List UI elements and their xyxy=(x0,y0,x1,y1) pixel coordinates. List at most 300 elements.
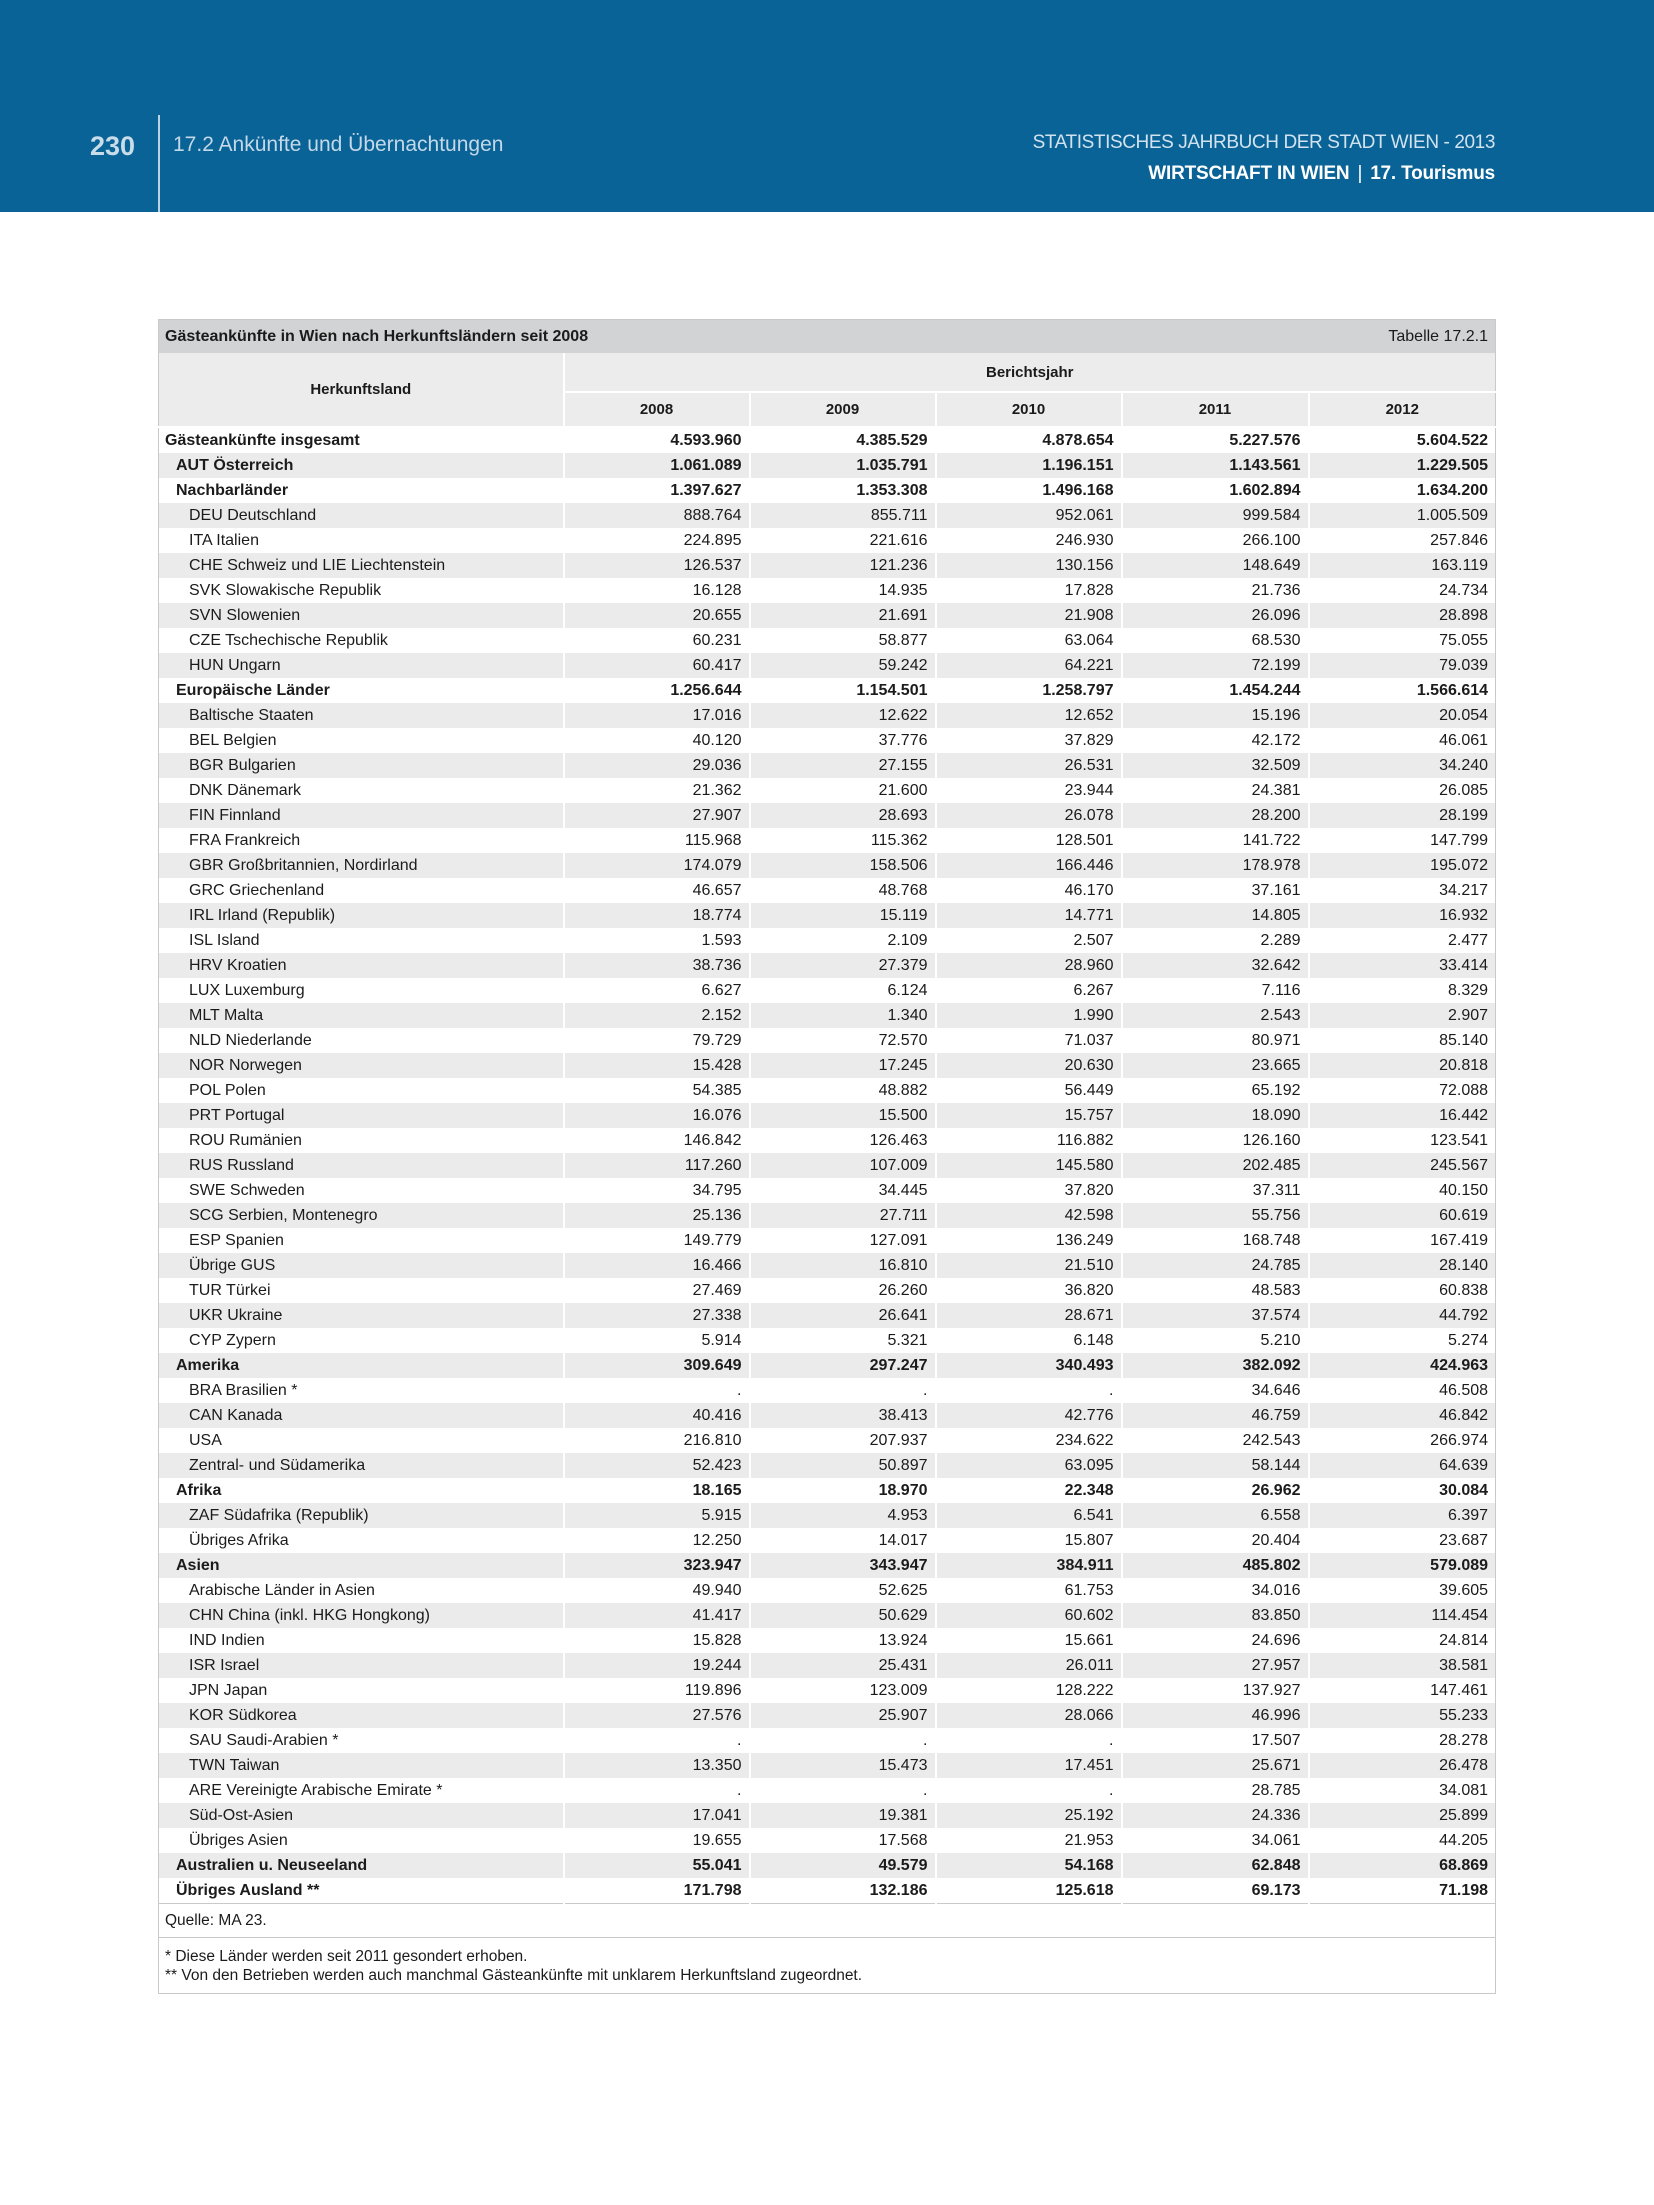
value-cell-2012: 1.229.505 xyxy=(1309,453,1496,478)
row-header: Herkunftsland xyxy=(159,353,564,427)
value-cell-2008: 117.260 xyxy=(564,1153,750,1178)
year-header: 2012 xyxy=(1309,392,1496,427)
table-row xyxy=(159,1628,1496,1653)
row-label: BEL Belgien xyxy=(189,731,277,749)
table-row xyxy=(159,653,1496,678)
row-label: FIN Finnland xyxy=(159,803,564,828)
year-header: 2010 xyxy=(936,392,1122,427)
table-row xyxy=(159,1278,1496,1303)
value-cell-2012: 28.199 xyxy=(1309,803,1496,828)
value-cell-2011: 42.172 xyxy=(1122,728,1309,753)
table-row xyxy=(159,803,1496,828)
value-cell-2009: 221.616 xyxy=(750,528,936,553)
table-row xyxy=(159,1403,1496,1428)
value-cell-2011: 178.978 xyxy=(1122,853,1309,878)
table-row xyxy=(159,1803,1496,1828)
chapter-name: WIRTSCHAFT IN WIEN xyxy=(1148,163,1350,184)
value-cell-2008: 21.362 xyxy=(564,778,750,803)
data-table xyxy=(158,319,1496,1994)
value-cell-2009: 123.009 xyxy=(750,1678,936,1703)
value-cell-2012: 60.838 xyxy=(1309,1278,1496,1303)
value-cell-2010: 6.267 xyxy=(936,978,1122,1003)
row-label: Asien xyxy=(159,1553,564,1578)
row-label: TWN Taiwan xyxy=(159,1753,564,1778)
value-cell-2012: 16.932 xyxy=(1309,903,1496,928)
table-row xyxy=(159,928,1496,953)
row-label: PRT Portugal xyxy=(159,1103,564,1128)
value-cell-2011: 1.143.561 xyxy=(1122,453,1309,478)
table-row xyxy=(159,978,1496,1003)
value-cell-2010: 6.541 xyxy=(936,1503,1122,1528)
value-cell-2011: 24.336 xyxy=(1122,1803,1309,1828)
value-cell-2008: 888.764 xyxy=(564,503,750,528)
value-cell-2010: 37.820 xyxy=(936,1178,1122,1203)
row-label: JPN Japan xyxy=(189,1681,268,1699)
value-cell-2010: 28.960 xyxy=(936,953,1122,978)
table-row xyxy=(159,828,1496,853)
row-label: BGR Bulgarien xyxy=(159,753,564,778)
value-cell-2009: 14.017 xyxy=(750,1528,936,1553)
value-cell-2008: 20.655 xyxy=(564,603,750,628)
value-cell-2012: 20.818 xyxy=(1309,1053,1496,1078)
value-cell-2010: 1.990 xyxy=(936,1003,1122,1028)
row-label: Gästeankünfte insgesamt xyxy=(159,427,564,453)
value-cell-2012: 30.084 xyxy=(1309,1478,1496,1503)
table-row xyxy=(159,1028,1496,1053)
value-cell-2008: 126.537 xyxy=(564,553,750,578)
value-cell-2009: 1.035.791 xyxy=(750,453,936,478)
value-cell-2010: 20.630 xyxy=(936,1053,1122,1078)
table-row xyxy=(159,1603,1496,1628)
value-cell-2012: 245.567 xyxy=(1309,1153,1496,1178)
publication-title: STATISTISCHES JAHRBUCH DER STADT WIEN - 2013 xyxy=(1032,132,1495,153)
value-cell-2012: 60.619 xyxy=(1309,1203,1496,1228)
value-cell-2012: 167.419 xyxy=(1309,1228,1496,1253)
value-cell-2011: 28.200 xyxy=(1122,803,1309,828)
value-cell-2008: 34.795 xyxy=(564,1178,750,1203)
value-cell-2011: 69.173 xyxy=(1122,1878,1309,1904)
value-cell-2009: 14.935 xyxy=(750,578,936,603)
table-row xyxy=(159,1228,1496,1253)
table-row xyxy=(159,1553,1496,1578)
value-cell-2010: 37.829 xyxy=(936,728,1122,753)
footnote: ** Von den Betrieben werden auch manchmal Gästeankünfte mit unklarem Herkunftsland zugeordnet. xyxy=(165,1966,863,1984)
table-row xyxy=(159,1728,1496,1753)
value-cell-2011: 83.850 xyxy=(1122,1603,1309,1628)
value-cell-2010: 15.661 xyxy=(936,1628,1122,1653)
value-cell-2010: 21.908 xyxy=(936,603,1122,628)
value-cell-2010: 21.510 xyxy=(936,1253,1122,1278)
header-divider xyxy=(158,115,160,212)
value-cell-2011: 34.016 xyxy=(1122,1578,1309,1603)
value-cell-2010: 130.156 xyxy=(936,553,1122,578)
table-row xyxy=(159,1353,1496,1378)
row-label: ROU Rumänien xyxy=(189,1131,302,1149)
value-cell-2012: 123.541 xyxy=(1309,1128,1496,1153)
value-cell-2012: 44.205 xyxy=(1309,1828,1496,1853)
value-cell-2012: 24.734 xyxy=(1309,578,1496,603)
value-cell-2011: 48.583 xyxy=(1122,1278,1309,1303)
value-cell-2009: 1.353.308 xyxy=(750,478,936,503)
value-cell-2012: 266.974 xyxy=(1309,1428,1496,1453)
value-cell-2009: . xyxy=(750,1728,936,1753)
row-label: HRV Kroatien xyxy=(159,953,564,978)
row-label: Amerika xyxy=(159,1353,564,1378)
table-number: Tabelle 17.2.1 xyxy=(1388,327,1489,345)
value-cell-2011: 242.543 xyxy=(1122,1428,1309,1453)
value-cell-2011: 72.199 xyxy=(1122,653,1309,678)
value-cell-2008: 149.779 xyxy=(564,1228,750,1253)
value-cell-2009: 115.362 xyxy=(750,828,936,853)
value-cell-2008: 15.428 xyxy=(564,1053,750,1078)
value-cell-2008: 27.469 xyxy=(564,1278,750,1303)
value-cell-2008: 15.828 xyxy=(564,1628,750,1653)
value-cell-2010: 71.037 xyxy=(936,1028,1122,1053)
value-cell-2009: 27.711 xyxy=(750,1203,936,1228)
value-cell-2009: 107.009 xyxy=(750,1153,936,1178)
year-header: 2011 xyxy=(1122,392,1309,427)
chapter-title xyxy=(1148,162,1495,186)
value-cell-2011: 21.736 xyxy=(1122,578,1309,603)
value-cell-2012: 34.217 xyxy=(1309,878,1496,903)
value-cell-2008: 2.152 xyxy=(564,1003,750,1028)
table-row xyxy=(159,1303,1496,1328)
value-cell-2009: 38.413 xyxy=(750,1403,936,1428)
value-cell-2010: 116.882 xyxy=(936,1128,1122,1153)
value-cell-2009: 4.953 xyxy=(750,1503,936,1528)
table-row xyxy=(159,703,1496,728)
value-cell-2008: 79.729 xyxy=(564,1028,750,1053)
value-cell-2012: 40.150 xyxy=(1309,1178,1496,1203)
value-cell-2010: 21.953 xyxy=(936,1828,1122,1853)
value-cell-2009: 21.691 xyxy=(750,603,936,628)
value-cell-2011: 58.144 xyxy=(1122,1453,1309,1478)
value-cell-2009: 26.260 xyxy=(750,1278,936,1303)
value-cell-2009: 2.109 xyxy=(750,928,936,953)
value-cell-2010: 42.598 xyxy=(936,1203,1122,1228)
value-cell-2012: 24.814 xyxy=(1309,1628,1496,1653)
value-cell-2012: 257.846 xyxy=(1309,528,1496,553)
table-row xyxy=(159,1853,1496,1878)
value-cell-2008: 16.076 xyxy=(564,1103,750,1128)
value-cell-2008: 27.907 xyxy=(564,803,750,828)
value-cell-2011: 2.543 xyxy=(1122,1003,1309,1028)
value-cell-2012: 424.963 xyxy=(1309,1353,1496,1378)
value-cell-2010: 15.757 xyxy=(936,1103,1122,1128)
value-cell-2010: 61.753 xyxy=(936,1578,1122,1603)
value-cell-2009: 126.463 xyxy=(750,1128,936,1153)
value-cell-2010: 17.451 xyxy=(936,1753,1122,1778)
value-cell-2009: 17.568 xyxy=(750,1828,936,1853)
row-label: Afrika xyxy=(176,1481,222,1499)
footnote: * Diese Länder werden seit 2011 gesondert erhoben. xyxy=(165,1947,528,1965)
value-cell-2012: 2.907 xyxy=(1309,1003,1496,1028)
value-cell-2008: 29.036 xyxy=(564,753,750,778)
row-label: IND Indien xyxy=(189,1631,265,1649)
value-cell-2010: 23.944 xyxy=(936,778,1122,803)
value-cell-2008: 171.798 xyxy=(564,1878,750,1904)
value-cell-2011: 485.802 xyxy=(1122,1553,1309,1578)
row-label: ISR Israel xyxy=(159,1653,564,1678)
value-cell-2012: 6.397 xyxy=(1309,1503,1496,1528)
row-label: CAN Kanada xyxy=(159,1403,564,1428)
table-row xyxy=(159,1428,1496,1453)
value-cell-2011: 382.092 xyxy=(1122,1353,1309,1378)
value-cell-2009: 17.245 xyxy=(750,1053,936,1078)
row-label: CYP Zypern xyxy=(189,1331,276,1349)
table-row xyxy=(159,1503,1496,1528)
value-cell-2012: 8.329 xyxy=(1309,978,1496,1003)
value-cell-2012: 1.634.200 xyxy=(1309,478,1496,503)
table-row xyxy=(159,1703,1496,1728)
value-cell-2011: 24.696 xyxy=(1122,1628,1309,1653)
value-cell-2010: 26.011 xyxy=(936,1653,1122,1678)
data-table-container xyxy=(158,319,1495,1994)
value-cell-2008: 52.423 xyxy=(564,1453,750,1478)
value-cell-2009: . xyxy=(750,1378,936,1403)
table-row xyxy=(159,427,1496,453)
table-row xyxy=(159,1578,1496,1603)
value-cell-2008: . xyxy=(564,1378,750,1403)
year-header: 2008 xyxy=(564,392,750,427)
row-label: Nachbarländer xyxy=(176,481,289,499)
value-cell-2011: 26.962 xyxy=(1122,1478,1309,1503)
value-cell-2010: . xyxy=(936,1378,1122,1403)
source-row xyxy=(159,1904,1496,1938)
table-title-row xyxy=(159,320,1496,354)
value-cell-2012: 64.639 xyxy=(1309,1453,1496,1478)
year-header: 2009 xyxy=(750,392,936,427)
table-row xyxy=(159,903,1496,928)
table-row xyxy=(159,1678,1496,1703)
table-row xyxy=(159,1178,1496,1203)
value-cell-2010: 340.493 xyxy=(936,1353,1122,1378)
value-cell-2008: 38.736 xyxy=(564,953,750,978)
value-cell-2012: 68.869 xyxy=(1309,1853,1496,1878)
value-cell-2011: 65.192 xyxy=(1122,1078,1309,1103)
value-cell-2010: 54.168 xyxy=(936,1853,1122,1878)
row-label: Übriges Ausland ** xyxy=(176,1881,320,1899)
value-cell-2011: 46.996 xyxy=(1122,1703,1309,1728)
value-cell-2011: 37.311 xyxy=(1122,1178,1309,1203)
row-label: Übriges Asien xyxy=(189,1831,288,1849)
value-cell-2011: 148.649 xyxy=(1122,553,1309,578)
row-label: LUX Luxemburg xyxy=(189,981,305,999)
row-label: SWE Schweden xyxy=(189,1181,305,1199)
value-cell-2008: 1.397.627 xyxy=(564,478,750,503)
value-cell-2010: 56.449 xyxy=(936,1078,1122,1103)
value-cell-2010: 17.828 xyxy=(936,578,1122,603)
row-label: BRA Brasilien * xyxy=(189,1381,298,1399)
value-cell-2008: 5.915 xyxy=(564,1503,750,1528)
value-cell-2009: 28.693 xyxy=(750,803,936,828)
value-cell-2011: 1.454.244 xyxy=(1122,678,1309,703)
row-label: KOR Südkorea xyxy=(159,1703,564,1728)
value-cell-2012: 39.605 xyxy=(1309,1578,1496,1603)
table-row xyxy=(159,1153,1496,1178)
value-cell-2008: 13.350 xyxy=(564,1753,750,1778)
table-row xyxy=(159,953,1496,978)
value-cell-2009: 13.924 xyxy=(750,1628,936,1653)
value-cell-2009: 1.340 xyxy=(750,1003,936,1028)
value-cell-2009: 25.907 xyxy=(750,1703,936,1728)
row-label: Süd-Ost-Asien xyxy=(159,1803,564,1828)
value-cell-2008: 41.417 xyxy=(564,1603,750,1628)
table-row xyxy=(159,1753,1496,1778)
value-cell-2011: 24.381 xyxy=(1122,778,1309,803)
row-label: ESP Spanien xyxy=(189,1231,284,1249)
value-cell-2008: 1.256.644 xyxy=(564,678,750,703)
value-cell-2011: 18.090 xyxy=(1122,1103,1309,1128)
row-label: USA xyxy=(189,1431,222,1449)
source-note: Quelle: MA 23. xyxy=(159,1904,1496,1938)
value-cell-2012: 1.566.614 xyxy=(1309,678,1496,703)
value-cell-2011: 137.927 xyxy=(1122,1678,1309,1703)
value-cell-2009: 12.622 xyxy=(750,703,936,728)
value-cell-2012: 44.792 xyxy=(1309,1303,1496,1328)
value-cell-2011: 80.971 xyxy=(1122,1028,1309,1053)
value-cell-2012: 114.454 xyxy=(1309,1603,1496,1628)
value-cell-2008: 40.416 xyxy=(564,1403,750,1428)
value-cell-2011: 46.759 xyxy=(1122,1403,1309,1428)
table-row xyxy=(159,1078,1496,1103)
row-label: Baltische Staaten xyxy=(159,703,564,728)
footnote-row xyxy=(159,1938,1496,1994)
row-label: DNK Dänemark xyxy=(189,781,302,799)
value-cell-2009: 25.431 xyxy=(750,1653,936,1678)
value-cell-2011: 126.160 xyxy=(1122,1128,1309,1153)
row-label: SVK Slowakische Republik xyxy=(189,581,382,599)
value-cell-2008: 6.627 xyxy=(564,978,750,1003)
value-cell-2009: 72.570 xyxy=(750,1028,936,1053)
value-cell-2011: 34.646 xyxy=(1122,1378,1309,1403)
subchapter-name: 17. Tourismus xyxy=(1370,163,1495,184)
value-cell-2012: 85.140 xyxy=(1309,1028,1496,1053)
value-cell-2011: 32.509 xyxy=(1122,753,1309,778)
value-cell-2012: 33.414 xyxy=(1309,953,1496,978)
value-cell-2008: 16.128 xyxy=(564,578,750,603)
row-label: Arabische Länder in Asien xyxy=(189,1581,375,1599)
table-row xyxy=(159,1003,1496,1028)
value-cell-2011: 266.100 xyxy=(1122,528,1309,553)
value-cell-2008: 40.120 xyxy=(564,728,750,753)
value-cell-2012: 5.274 xyxy=(1309,1328,1496,1353)
value-cell-2010: 12.652 xyxy=(936,703,1122,728)
value-cell-2012: 163.119 xyxy=(1309,553,1496,578)
value-cell-2012: 46.061 xyxy=(1309,728,1496,753)
row-label: ARE Vereinigte Arabische Emirate * xyxy=(189,1781,443,1799)
value-cell-2012: 38.581 xyxy=(1309,1653,1496,1678)
table-row xyxy=(159,1103,1496,1128)
value-cell-2010: 28.066 xyxy=(936,1703,1122,1728)
value-cell-2011: 27.957 xyxy=(1122,1653,1309,1678)
value-cell-2009: 26.641 xyxy=(750,1303,936,1328)
value-cell-2011: 32.642 xyxy=(1122,953,1309,978)
header-band xyxy=(0,0,1654,212)
value-cell-2008: 17.016 xyxy=(564,703,750,728)
value-cell-2011: 1.602.894 xyxy=(1122,478,1309,503)
value-cell-2011: 202.485 xyxy=(1122,1153,1309,1178)
value-cell-2011: 62.848 xyxy=(1122,1853,1309,1878)
row-label: GRC Griechenland xyxy=(189,881,325,899)
value-cell-2012: 25.899 xyxy=(1309,1803,1496,1828)
value-cell-2011: 20.404 xyxy=(1122,1528,1309,1553)
value-cell-2012: 72.088 xyxy=(1309,1078,1496,1103)
value-cell-2009: 5.321 xyxy=(750,1328,936,1353)
row-label: ZAF Südafrika (Republik) xyxy=(159,1503,564,1528)
table-row xyxy=(159,453,1496,478)
value-cell-2010: 22.348 xyxy=(936,1478,1122,1503)
value-cell-2008: 27.576 xyxy=(564,1703,750,1728)
row-label: CHE Schweiz und LIE Liechtenstein xyxy=(159,553,564,578)
value-cell-2012: 55.233 xyxy=(1309,1703,1496,1728)
value-cell-2011: 17.507 xyxy=(1122,1728,1309,1753)
row-label: IRL Irland (Republik) xyxy=(159,903,564,928)
row-label: CHN China (inkl. HKG Hongkong) xyxy=(159,1603,564,1628)
footnotes xyxy=(159,1938,1496,1994)
table-row xyxy=(159,1128,1496,1153)
table-row xyxy=(159,778,1496,803)
row-label: Europäische Länder xyxy=(176,681,330,699)
value-cell-2009: 58.877 xyxy=(750,628,936,653)
table-row xyxy=(159,503,1496,528)
value-cell-2008: 174.079 xyxy=(564,853,750,878)
section-title: 17.2 Ankünfte und Übernachtungen xyxy=(173,133,504,156)
value-cell-2011: 25.671 xyxy=(1122,1753,1309,1778)
value-cell-2009: 207.937 xyxy=(750,1428,936,1453)
value-cell-2012: 579.089 xyxy=(1309,1553,1496,1578)
value-cell-2010: . xyxy=(936,1728,1122,1753)
value-cell-2009: 21.600 xyxy=(750,778,936,803)
value-cell-2012: 75.055 xyxy=(1309,628,1496,653)
value-cell-2009: 15.500 xyxy=(750,1103,936,1128)
value-cell-2009: . xyxy=(750,1778,936,1803)
table-row xyxy=(159,1653,1496,1678)
value-cell-2010: 15.807 xyxy=(936,1528,1122,1553)
row-label: Zentral- und Südamerika xyxy=(159,1453,564,1478)
row-label: SCG Serbien, Montenegro xyxy=(159,1203,564,1228)
value-cell-2009: 49.579 xyxy=(750,1853,936,1878)
value-cell-2011: 37.161 xyxy=(1122,878,1309,903)
value-cell-2009: 15.473 xyxy=(750,1753,936,1778)
value-cell-2008: 1.061.089 xyxy=(564,453,750,478)
row-label: ITA Italien xyxy=(189,531,259,549)
value-cell-2009: 297.247 xyxy=(750,1353,936,1378)
value-cell-2011: 68.530 xyxy=(1122,628,1309,653)
table-row xyxy=(159,728,1496,753)
value-cell-2009: 16.810 xyxy=(750,1253,936,1278)
value-cell-2008: 60.417 xyxy=(564,653,750,678)
row-label: Übrige GUS xyxy=(159,1253,564,1278)
value-cell-2011: 34.061 xyxy=(1122,1828,1309,1853)
row-label: ISL Island xyxy=(189,931,260,949)
value-cell-2009: 19.381 xyxy=(750,1803,936,1828)
row-label: DEU Deutschland xyxy=(159,503,564,528)
value-cell-2008: 309.649 xyxy=(564,1353,750,1378)
value-cell-2010: 60.602 xyxy=(936,1603,1122,1628)
value-cell-2008: 25.136 xyxy=(564,1203,750,1228)
table-row xyxy=(159,528,1496,553)
value-cell-2008: 224.895 xyxy=(564,528,750,553)
table-row xyxy=(159,1453,1496,1478)
table-row xyxy=(159,553,1496,578)
value-cell-2012: 1.005.509 xyxy=(1309,503,1496,528)
value-cell-2011: 15.196 xyxy=(1122,703,1309,728)
value-cell-2008: 4.593.960 xyxy=(564,427,750,453)
value-cell-2008: . xyxy=(564,1728,750,1753)
value-cell-2010: 234.622 xyxy=(936,1428,1122,1453)
value-cell-2008: 12.250 xyxy=(564,1528,750,1553)
